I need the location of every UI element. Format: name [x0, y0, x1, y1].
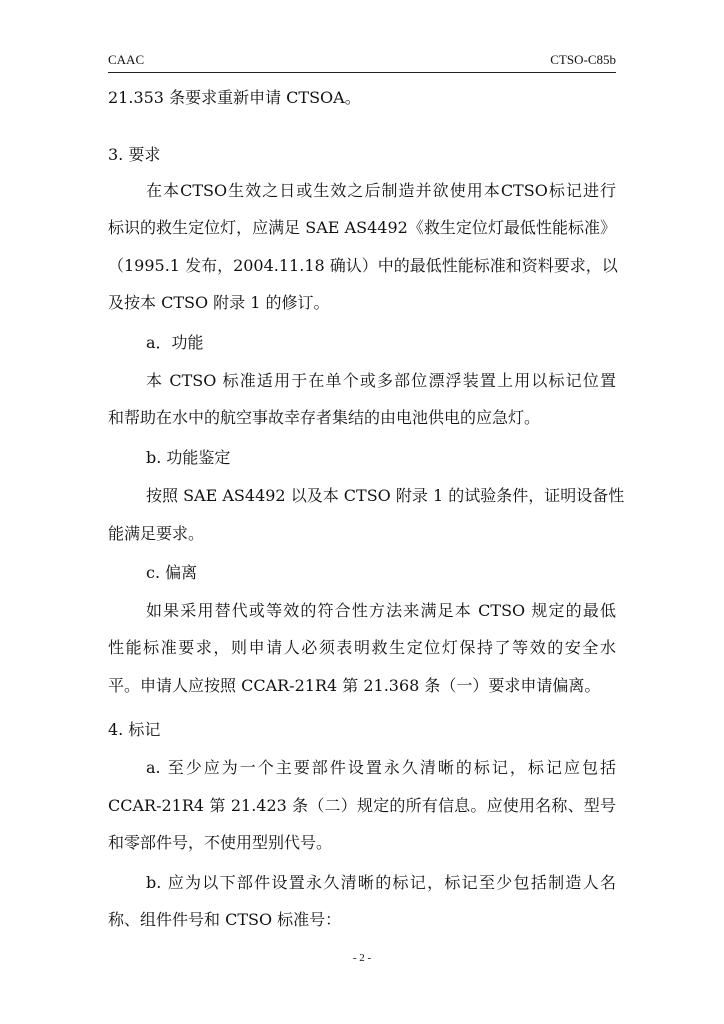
paragraph-line: 平。申请人应按照 CCAR-21R4 第 21.368 条（一）要求申请偏离。: [108, 676, 601, 695]
paragraph-line: 称、组件件号和 CTSO 标准号：: [108, 910, 342, 929]
section-heading-requirements: 3. 要求: [108, 145, 161, 164]
page-number: - 2 -: [352, 952, 372, 964]
paragraph-line: （1995.1 发布，2004.11.18 确认）中的最低性能标准和资料要求，以: [108, 256, 618, 275]
subsection-heading-function: a．功能: [146, 333, 204, 352]
paragraph-line: 在本CTSO生效之日或生效之后制造并欲使用本CTSO标记进行: [146, 181, 616, 200]
paragraph-line: 能满足要求。: [108, 524, 205, 543]
paragraph-line: CCAR-21R4 第 21.423 条（二）规定的所有信息。应使用名称、型号: [108, 796, 616, 815]
page-header: [108, 50, 616, 73]
paragraph-line: 性能标准要求，则申请人必须表明救生定位灯保持了等效的安全水: [108, 638, 616, 657]
paragraph-line: b. 应为以下部件设置永久清晰的标记，标记至少包括制造人名: [146, 873, 616, 892]
paragraph-line: 标识的救生定位灯，应满足 SAE AS4492《救生定位灯最低性能标准》: [108, 218, 616, 237]
paragraph-line: 如果采用替代或等效的符合性方法来满足本 CTSO 规定的最低: [146, 601, 616, 620]
paragraph-line: 按照 SAE AS4492 以及本 CTSO 附录 1 的试验条件，证明设备性: [146, 486, 625, 505]
subsection-heading-qualification: b. 功能鉴定: [146, 448, 231, 467]
paragraph-line: 21.353 条要求重新申请 CTSOA。: [108, 88, 361, 107]
paragraph-line: a. 至少应为一个主要部件设置永久清晰的标记，标记应包括: [146, 758, 616, 777]
header-org: CAAC: [108, 52, 145, 67]
paragraph-line: 和帮助在水中的航空事故幸存者集结的由电池供电的应急灯。: [108, 408, 541, 427]
paragraph-line: 和零部件号，不使用型别代号。: [108, 833, 333, 852]
header-doc-id: CTSO-C85b: [550, 52, 616, 67]
paragraph-line: 及按本 CTSO 附录 1 的修订。: [108, 293, 330, 312]
section-heading-marking: 4. 标记: [108, 720, 161, 739]
paragraph-line: 本 CTSO 标准适用于在单个或多部位漂浮装置上用以标记位置: [146, 371, 616, 390]
subsection-heading-deviation: c. 偏离: [146, 563, 198, 582]
